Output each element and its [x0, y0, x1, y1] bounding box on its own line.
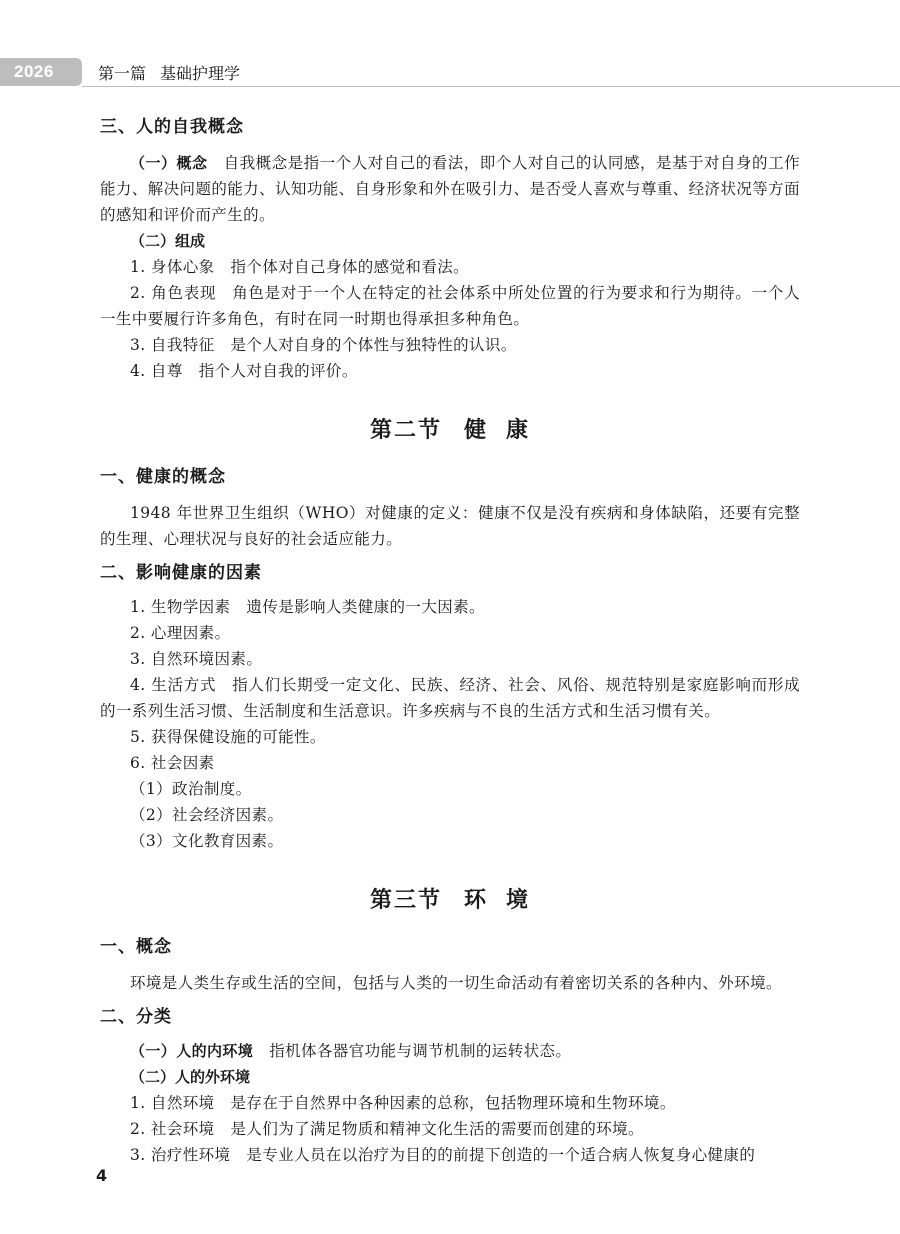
section-title-environment: 第三节 环 境	[369, 887, 531, 913]
list-item: 6. 社会因素	[130, 754, 215, 772]
list-item: 3. 治疗性环境 是专业人员在以治疗为目的的前提下创造的一个适合病人恢复身心健康的	[130, 1146, 756, 1164]
page-number: 4	[96, 1166, 108, 1185]
list-item: 1. 生物学因素 遗传是影响人类健康的一大因素。	[130, 598, 485, 616]
page-content	[100, 108, 800, 1168]
external-environment-label: （二）人的外环境	[130, 1068, 251, 1086]
health-concept-text: 1948 年世界卫生组织（WHO）对健康的定义：健康不仅是没有疾病和身体缺陷，还要有完整的生理、心理状况与良好的社会适应能力。	[100, 504, 800, 548]
header-title: 基础护理学	[160, 64, 241, 83]
concept-label: （一）概念	[130, 154, 208, 172]
section-title-health: 第二节 健 康	[369, 417, 531, 443]
environment-classification-heading: 二、分类	[100, 1007, 172, 1027]
running-head	[98, 61, 254, 84]
sub-list-item: （1）政治制度。	[130, 780, 252, 798]
header-year: 2026	[14, 62, 54, 81]
list-item: 1. 身体心象 指个体对自己身体的感觉和看法。	[130, 258, 470, 276]
environment-concept-text: 环境是人类生存或生活的空间，包括与人类的一切生命活动有着密切关系的各种内、外环境。	[130, 974, 782, 992]
list-item: 5. 获得保健设施的可能性。	[130, 728, 326, 746]
sub-list-item: （3）文化教育因素。	[130, 832, 284, 850]
list-item: 3. 自然环境因素。	[130, 650, 263, 668]
header-part: 第一篇	[98, 64, 147, 83]
environment-concept-heading: 一、概念	[100, 937, 172, 957]
list-item: 4. 自尊 指个人对自我的评价。	[130, 362, 358, 380]
health-factors-heading: 二、影响健康的因素	[100, 563, 262, 583]
header-year-tab	[0, 58, 82, 86]
concept-text: 自我概念是指一个人对自己的看法，即个人对自己的认同感，是基于对自身的工作能力、解决问题的能力、认知功能、自身形象和外在吸引力、是否受人喜欢与尊重、经济状况等方面的感知和评价而产生的。	[100, 154, 800, 224]
list-item: 3. 自我特征 是个人对自身的个体性与独特性的认识。	[130, 336, 517, 354]
composition-label: （二）组成	[130, 232, 206, 250]
self-concept-definition	[100, 150, 800, 228]
health-concept-heading: 一、健康的概念	[100, 467, 226, 487]
list-item: 2. 社会环境 是人们为了满足物质和精神文化生活的需要而创建的环境。	[130, 1120, 644, 1138]
list-item: 2. 心理因素。	[130, 624, 231, 642]
internal-environment: （一）人的内环境 指机体各器官功能与调节机制的运转状态。	[130, 1042, 572, 1060]
list-item: 1. 自然环境 是存在于自然界中各种因素的总称，包括物理环境和生物环境。	[130, 1094, 676, 1112]
list-item: 2. 角色表现 角色是对于一个人在特定的社会体系中所处位置的行为要求和行为期待。一个人一生中要履行许多角色，有时在同一时期也得承担多种角色。	[100, 284, 800, 328]
header-rule	[82, 86, 900, 87]
list-item: 4. 生活方式 指人们长期受一定文化、民族、经济、社会、风俗、规范特别是家庭影响而形成的一系列生活习惯、生活制度和生活意识。许多疾病与不良的生活方式和生活习惯有关。	[100, 676, 800, 720]
self-concept-heading: 三、人的自我概念	[100, 117, 244, 137]
sub-list-item: （2）社会经济因素。	[130, 806, 284, 824]
